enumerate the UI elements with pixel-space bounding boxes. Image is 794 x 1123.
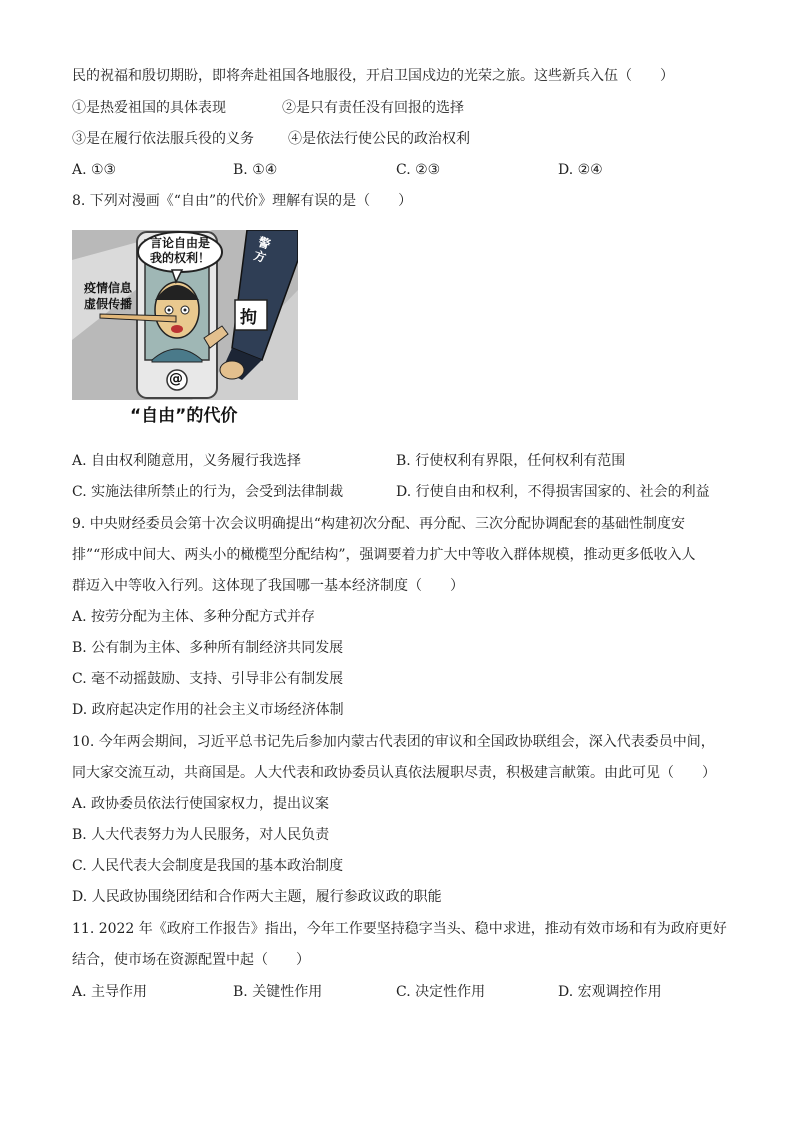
q8-cartoon-image: [72, 230, 298, 430]
detention-label: 拘: [240, 308, 257, 328]
q9-stem-line-3: 群迈入中等收入行列。这体现了我国哪一基本经济制度（ ）: [72, 578, 464, 594]
rumor-label: [84, 280, 132, 312]
q7-statement-1: ①是热爱祖国的具体表现: [72, 100, 226, 116]
q8-option-a: A. 自由权利随意用，义务履行我选择: [72, 453, 302, 469]
rumor-label-line-1: 疫情信息: [84, 281, 133, 295]
q7-option-d: D. ②④: [558, 162, 603, 178]
q7-option-b: B. ①④: [233, 162, 278, 178]
q9-option-b: B. 公有制为主体、多种所有制经济共同发展: [72, 640, 344, 656]
q7-statement-3: ③是在履行依法服兵役的义务: [72, 131, 254, 147]
q8-option-d: D. 行使自由和权利，不得损害国家的、社会的利益: [396, 484, 710, 500]
q11-stem-line-1: 11. 2022 年《政府工作报告》指出，今年工作要坚持稳字当头、稳中求进，推动有效市场和有为政府更好: [72, 921, 727, 937]
police-label-line-2: 方: [251, 248, 268, 266]
at-sign-icon: @: [169, 371, 183, 387]
q9-option-a: A. 按劳分配为主体、多种分配方式并存: [72, 609, 316, 625]
q10-option-a: A. 政协委员依法行使国家权力，提出议案: [72, 796, 330, 812]
q11-option-a: A. 主导作用: [72, 984, 148, 1000]
speech-bubble-line-1: 言论自由是: [149, 236, 210, 250]
q8-stem: 8. 下列对漫画《“自由”的代价》理解有误的是（ ）: [72, 193, 413, 209]
q11-stem-line-2: 结合，使市场在资源配置中起（ ）: [72, 952, 310, 968]
rumor-label-line-2: 虚假传播: [84, 297, 133, 311]
q10-option-c: C. 人民代表大会制度是我国的基本政治制度: [72, 858, 344, 874]
q9-option-d: D. 政府起决定作用的社会主义市场经济体制: [72, 702, 344, 718]
q10-option-d: D. 人民政协围绕团结和合作两大主题，履行参政议政的职能: [72, 889, 442, 905]
q9-stem-line-2: 排”“形成中间大、两头小的橄榄型分配结构”，强调要着力扩大中等收入群体规模，推动更多低收入人: [72, 547, 696, 563]
q7-statement-2: ②是只有责任没有回报的选择: [282, 100, 464, 116]
q9-option-c: C. 毫不动摇鼓励、支持、引导非公有制发展: [72, 671, 344, 687]
q8-option-c: C. 实施法律所禁止的行为，会受到法律制裁: [72, 484, 344, 500]
q10-stem-line-2: 同大家交流互动，共商国是。人大代表和政协委员认真依法履职尽责，积极建言献策。由此可见（ ）: [72, 765, 716, 781]
q11-option-d: D. 宏观调控作用: [558, 984, 662, 1000]
q9-stem-line-1: 9. 中央财经委员会第十次会议明确提出“构建初次分配、再分配、三次分配协调配套的基础性制度安: [72, 516, 685, 532]
q7-option-c: C. ②③: [396, 162, 441, 178]
speech-bubble-line-2: 我的权利！: [149, 251, 210, 265]
cartoon-caption: “自由”的代价: [130, 406, 238, 426]
q7-option-a: A. ①③: [72, 162, 117, 178]
speech-bubble-text: [148, 236, 212, 266]
q8-option-b: B. 行使权利有界限，任何权利有范围: [396, 453, 626, 469]
q11-option-b: B. 关键性作用: [233, 984, 323, 1000]
q7-statement-4: ④是依法行使公民的政治权利: [288, 131, 470, 147]
q10-stem-line-1: 10. 今年两会期间，习近平总书记先后参加内蒙古代表团的审议和全国政协联组会，深入代表委员中间，: [72, 734, 715, 750]
q11-option-c: C. 决定性作用: [396, 984, 486, 1000]
q7-stem: 民的祝福和殷切期盼，即将奔赴祖国各地服役，开启卫国戍边的光荣之旅。这些新兵入伍（ ）: [72, 68, 674, 84]
q10-option-b: B. 人大代表努力为人民服务，对人民负责: [72, 827, 330, 843]
police-label-line-1: 警: [256, 234, 273, 252]
